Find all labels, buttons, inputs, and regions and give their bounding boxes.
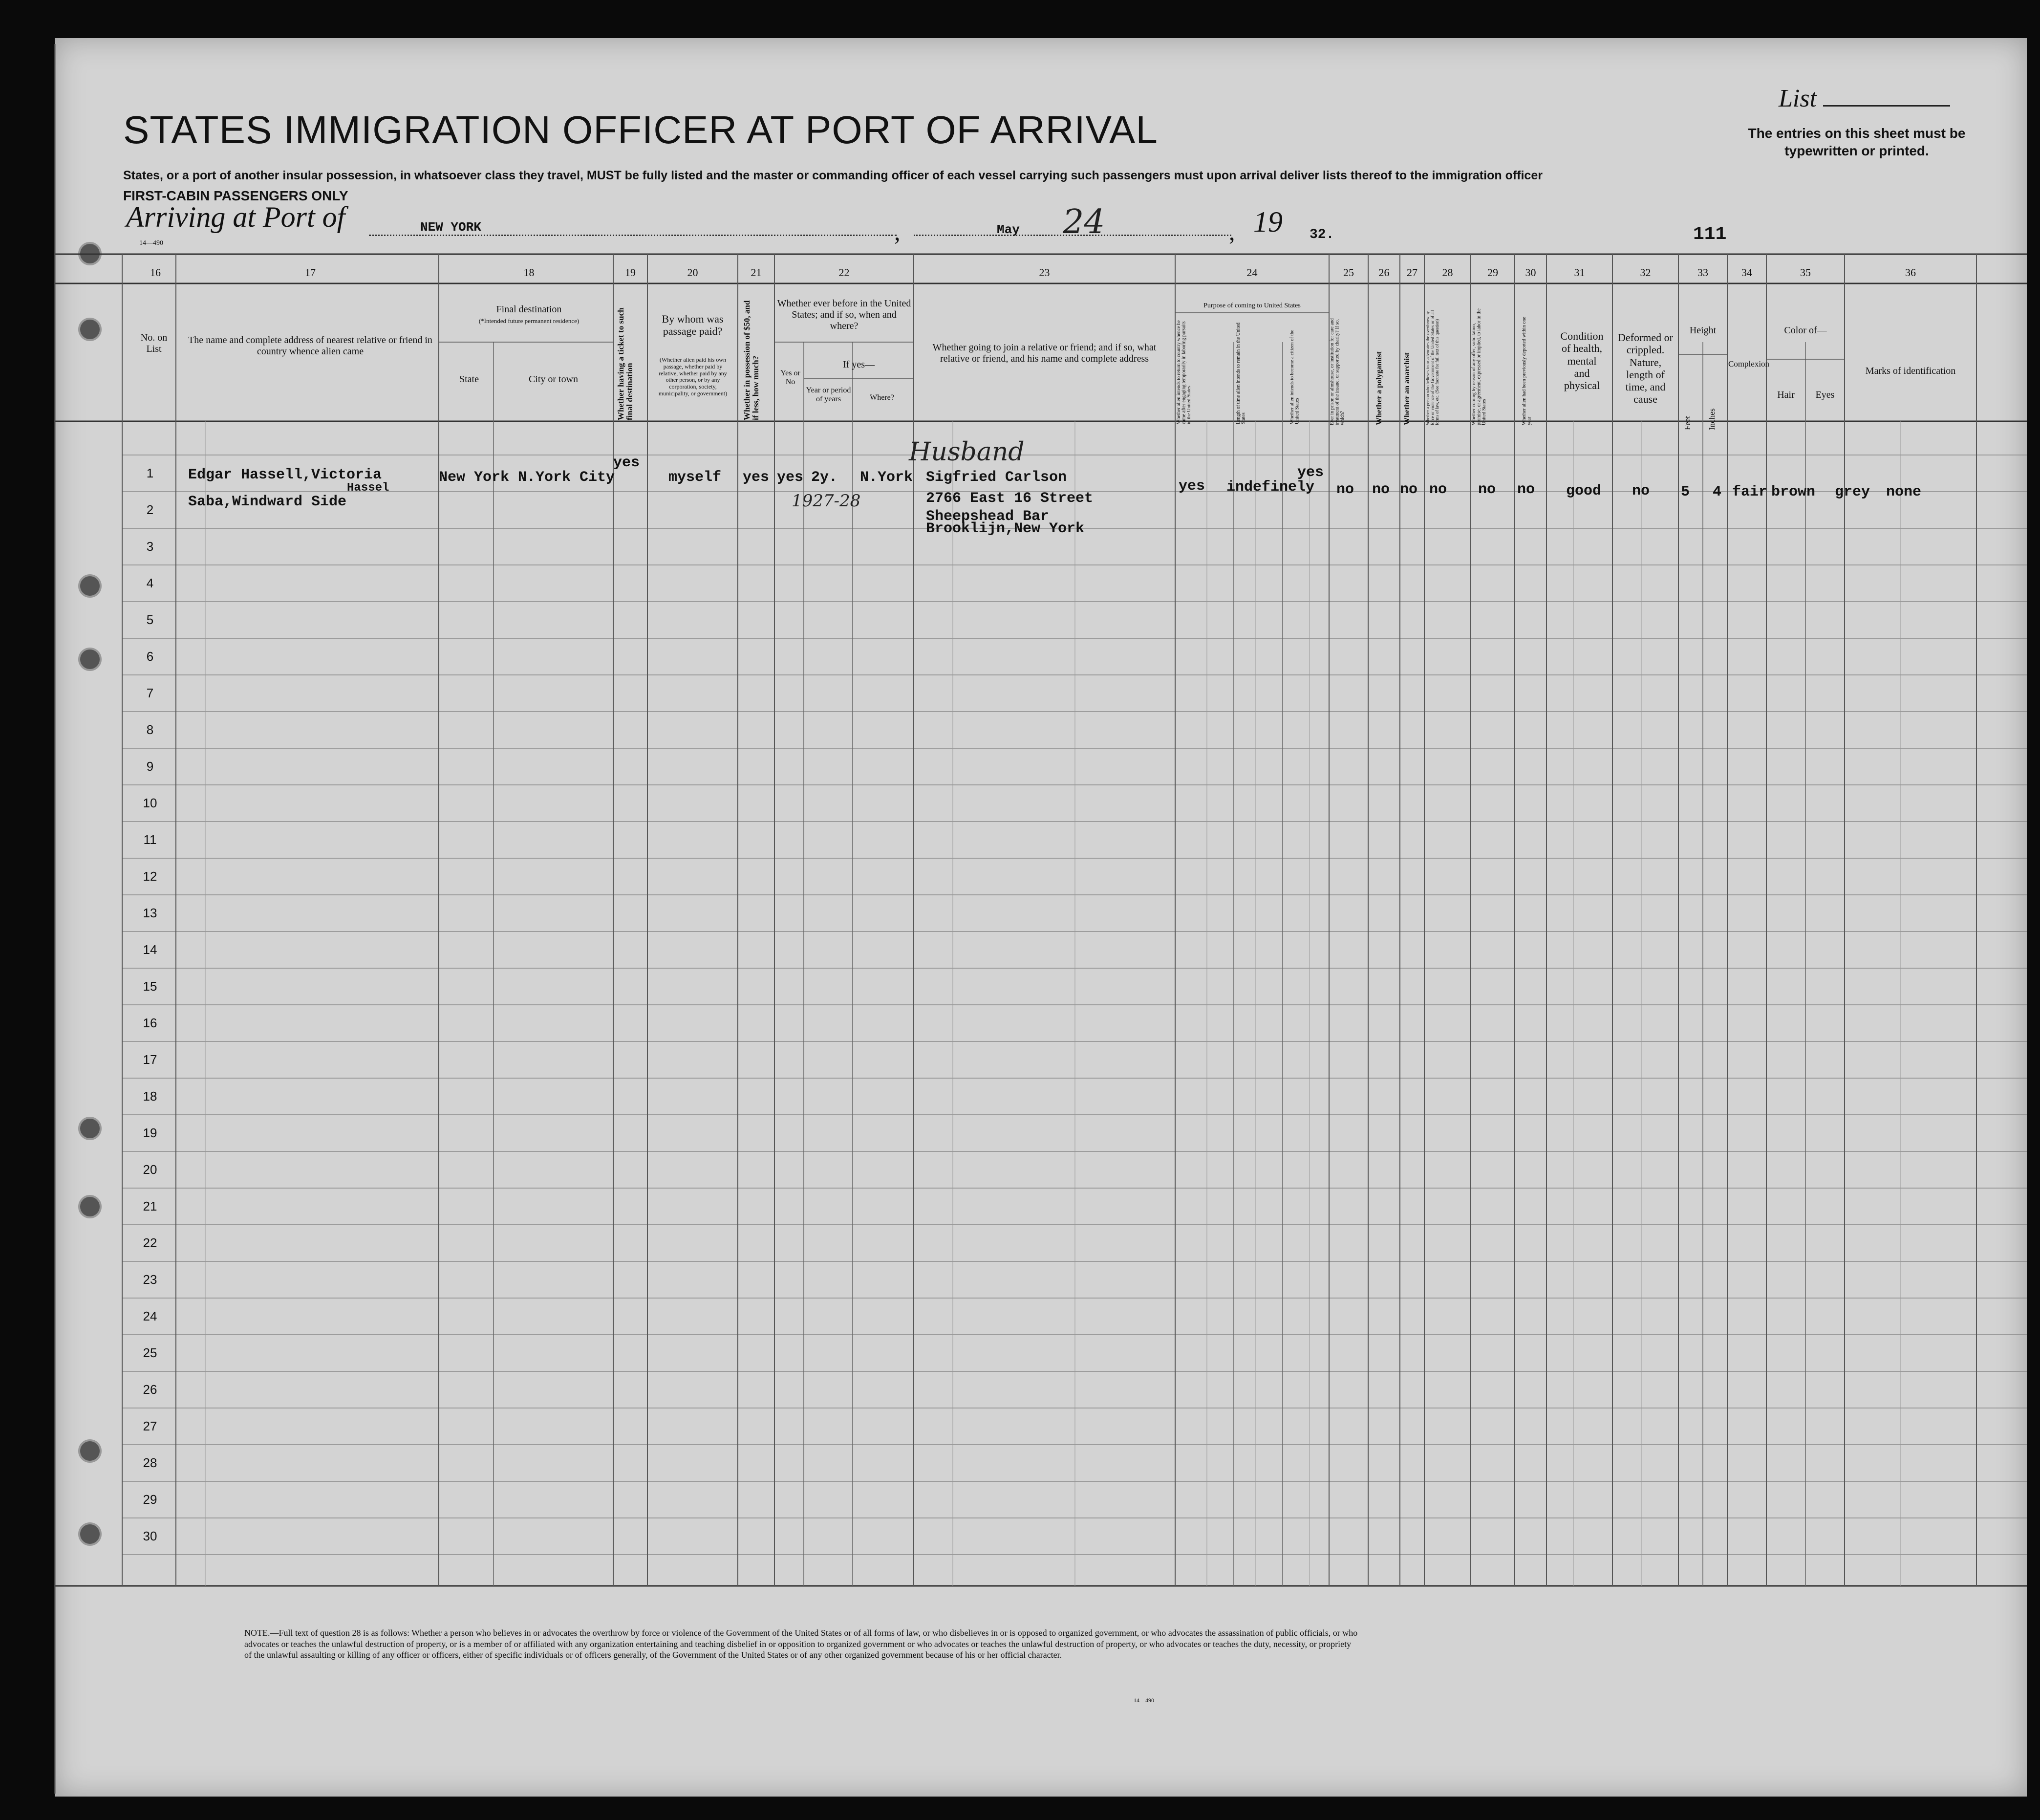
col-number: 17	[305, 266, 316, 279]
row-number: 21	[143, 1199, 157, 1213]
header-fifty-dollars: Whether in possession of $50, and if less, how much?	[742, 300, 760, 420]
header-if-yes: If yes—	[843, 359, 875, 370]
col-number: 30	[1525, 266, 1536, 279]
row-number: 26	[143, 1382, 157, 1397]
header-height: Height	[1689, 325, 1717, 336]
header-length-stay: Length of time alien intends to remain in the United States	[1236, 322, 1246, 424]
entry-paid-by: myself	[668, 469, 722, 486]
header-anarchist: Whether an anarchist	[1403, 352, 1411, 425]
col-number: 20	[687, 266, 698, 279]
header-deformed: Deformed or crippled. Nature, length of time, and cause	[1617, 331, 1673, 406]
entry-years: 2y.	[811, 469, 838, 486]
instructions-line: States, or a port of another insular possession, in whatsoever class they travel, MUST be fully listed and the master or commanding officer of each vessel carrying such passengers must upon arrival deliver lists thereof to the immigration officer	[123, 169, 1543, 182]
row-number: 15	[143, 979, 157, 994]
entry-join-addr3: Brooklijn,New York	[926, 520, 1085, 537]
row-number: 14	[143, 942, 157, 957]
entry-join-addr2: Sheepshead Bar	[926, 508, 1050, 525]
comma: ,	[1229, 218, 1235, 245]
row-number: 30	[143, 1529, 157, 1543]
row-number: 23	[143, 1272, 157, 1287]
entry-purpose-return: yes	[1179, 478, 1205, 495]
row-number: 19	[143, 1126, 157, 1140]
header-color-of: Color of—	[1784, 325, 1827, 336]
arriving-label: Arriving at Port of	[126, 201, 345, 233]
header-deported: Whether alien had been previously deported within one year	[1522, 317, 1532, 425]
row-number: 20	[143, 1162, 157, 1177]
col-number: 23	[1039, 266, 1050, 279]
first-cabin-label: FIRST-CABIN PASSENGERS ONLY	[123, 188, 348, 203]
entry-health: good	[1566, 483, 1602, 499]
sheet-number: 111	[1693, 224, 1727, 245]
entry-has-50: yes	[743, 469, 770, 486]
entry-complexion: fair	[1732, 484, 1768, 500]
entry-where: N.York	[860, 469, 913, 486]
year-suffix: 32.	[1310, 227, 1334, 242]
col-number: 27	[1407, 266, 1417, 279]
header-years: Year or period of years	[806, 386, 851, 404]
entry-deformed: no	[1632, 483, 1650, 499]
row-number: 10	[143, 796, 157, 810]
entry-join-addr1: 2766 East 16 Street	[926, 490, 1094, 507]
entry-hair: brown	[1771, 484, 1816, 500]
col-number: 18	[523, 266, 535, 279]
entry-offer: no	[1478, 481, 1496, 498]
entry-city: N.York City	[518, 469, 615, 486]
col-number: 26	[1378, 266, 1390, 279]
port-name: NEW YORK	[420, 220, 481, 235]
row-number: 13	[143, 906, 157, 920]
entry-before-yes: yes	[777, 469, 804, 486]
header-purpose-return: Whether alien intends to return to country whence he came after engaging temporarily in laboring pursuits in the United States	[1176, 320, 1192, 424]
header-hair: Hair	[1777, 390, 1795, 400]
col-number: 35	[1800, 266, 1811, 279]
header-marks: Marks of identification	[1865, 366, 1956, 376]
entry-prison: no	[1336, 481, 1354, 498]
entry-ticket: yes	[613, 455, 640, 471]
entry-marks: none	[1886, 484, 1922, 500]
col-number: 19	[625, 266, 636, 279]
row-number: 17	[143, 1052, 157, 1067]
month: May	[997, 222, 1020, 237]
year-prefix: 19	[1253, 206, 1283, 238]
col-number: 31	[1574, 266, 1585, 279]
header-feet: Feet	[1683, 415, 1692, 430]
header-complexion: Complexion	[1728, 359, 1770, 368]
day-handwritten: 24	[1063, 203, 1105, 241]
header-no-on-list: No. on List	[140, 332, 168, 354]
header-inches: Inches	[1707, 408, 1717, 430]
row-number: 27	[143, 1419, 157, 1433]
col-number: 34	[1741, 266, 1752, 279]
port-line	[369, 235, 897, 236]
row-number: 18	[143, 1089, 157, 1104]
row-number: 11	[143, 832, 157, 847]
header-prison: Ever in prison or almshouse, or institution for care and treatment of the insane, or supported by charity? If so, which?	[1330, 318, 1345, 425]
entry-citizen: yes	[1297, 464, 1324, 481]
entry-years-handwritten: 1927-28	[792, 491, 861, 511]
col-number: 28	[1442, 266, 1453, 279]
header-final-destination-note: (*Intended future permanent residence)	[478, 317, 580, 325]
header-purpose: Purpose of coming to United States	[1203, 302, 1301, 309]
form-code: 14—490	[139, 239, 163, 247]
row-number: 24	[143, 1309, 157, 1323]
row-number: 4	[146, 576, 154, 590]
header-citizen: Whether alien intends to become a citizen of the United States	[1289, 329, 1300, 424]
header-eyes: Eyes	[1815, 390, 1835, 400]
row-number: 1	[146, 466, 154, 480]
row-number: 7	[146, 686, 154, 700]
entry-inches: 4	[1713, 484, 1722, 500]
header-health: Condition of health, mental and physical	[1560, 330, 1604, 392]
entry-feet: 5	[1681, 484, 1690, 500]
row-number: 6	[146, 649, 154, 664]
row-number: 9	[146, 759, 154, 774]
entry-polygamist: no	[1372, 481, 1390, 498]
footnote-form-code: 14—490	[1134, 1697, 1154, 1704]
list-label: List	[1779, 84, 1950, 113]
header-city: City or town	[528, 374, 579, 385]
typewritten-note: The entries on this sheet must be typewritten or printed.	[1748, 126, 1966, 159]
row-number: 29	[143, 1492, 157, 1507]
header-ticket: Whether having a ticket to such final destination	[616, 307, 634, 420]
header-polygamist: Whether a polygamist	[1375, 351, 1383, 425]
row-number: 8	[146, 722, 154, 737]
row-number: 12	[143, 869, 157, 884]
footnote: NOTE.—Full text of question 28 is as follows: Whether a person who believes in or advocates the overthrow by force or violence of the Government of the United States or of all forms of law, or who disbelieves in or is opposed to organized government, or who advocates the assassination of public officials, or who advocates or teaches the unlawful destruction of property, or is a member of or affiliated with any organization entertaining and teaching disbelief in or opposition to organized government or who advocates or teaches the unlawful destruction of property, or who advocates or teaches the duty, necessity, or propriety of the unlawful assaulting or killing of any officer or officers, either of specific individuals or of officers generally, of the Government of the United States or of any other organized government because of his or her official character.	[244, 1628, 1358, 1660]
header-join-relative: Whether going to join a relative or friend; and if so, what relative or friend, and his name and complete address	[932, 342, 1157, 364]
col-number: 36	[1905, 266, 1916, 279]
header-passage-paid: By whom was passage paid?	[662, 313, 724, 338]
header-state: State	[459, 374, 479, 385]
entry-relation-handwritten: Husband	[909, 437, 1025, 467]
entry-relative-line1: Edgar Hassell,Victoria	[188, 467, 382, 483]
row-number: 2	[146, 502, 154, 517]
row-number: 28	[143, 1455, 157, 1470]
header-final-destination: Final destination	[496, 304, 562, 315]
header-offer: Whether coming by reason of any offer, solicitation, promise, or agreement, expressed or implied, to labor in the United States	[1471, 308, 1487, 425]
header-nearest-relative: The name and complete address of nearest relative or friend in country whence alien came	[188, 335, 432, 357]
entry-relative-line2: Saba,Windward Side	[188, 494, 347, 510]
entry-relative-correction: Hassel	[347, 481, 389, 495]
col-number: 24	[1246, 266, 1258, 279]
row-number: 16	[143, 1016, 157, 1030]
row-number: 3	[146, 539, 154, 554]
col-number: 29	[1487, 266, 1498, 279]
entry-overthrow: no	[1429, 481, 1447, 498]
col-number: 33	[1697, 266, 1708, 279]
entry-length-stay: indefinely	[1226, 479, 1315, 496]
header-overthrow: Whether a person who believes in or advocates the overthrow by force or violence of the Government of the United States or of all forms of law, etc. (See footnote for full text of this question)	[1425, 310, 1439, 425]
row-number: 25	[143, 1345, 157, 1360]
page-title: STATES IMMIGRATION OFFICER AT PORT OF ARRIVAL	[123, 108, 1158, 152]
col-number: 32	[1640, 266, 1651, 279]
row-number: 22	[143, 1235, 157, 1250]
comma: ,	[894, 218, 901, 245]
header-passage-paid-note: (Whether alien paid his own passage, whether paid by relative, whether paid by any other person, or by any corporation, society, municipality, or government)	[658, 356, 728, 397]
col-number: 16	[150, 266, 161, 279]
row-number: 5	[146, 612, 154, 627]
entry-join-name: Sigfried Carlson	[926, 469, 1067, 486]
col-number: 25	[1343, 266, 1354, 279]
header-before-in-us: Whether ever before in the United States; and if so, when and where?	[777, 298, 911, 331]
header-yes-no: Yes or No	[780, 369, 800, 387]
col-number: 21	[751, 266, 762, 279]
header-where: Where?	[870, 393, 894, 402]
entry-state: New York	[439, 469, 510, 486]
entry-eyes: grey	[1835, 484, 1870, 500]
entry-anarchist: no	[1400, 481, 1418, 498]
entry-deported: no	[1517, 481, 1535, 498]
col-number: 22	[838, 266, 850, 279]
